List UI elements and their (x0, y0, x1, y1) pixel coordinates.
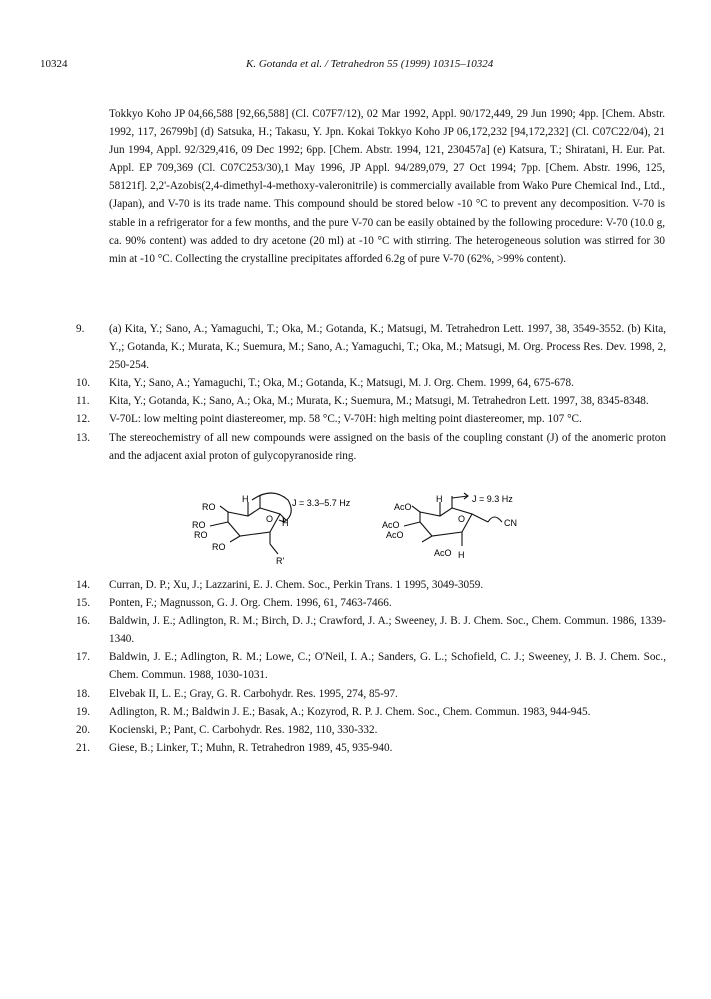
hydrogen-label: H (282, 518, 289, 528)
reference-8-continuation: Tokkyo Koho JP 04,66,588 [92,66,588] (Cl. C07F7/12), 02 Mar 1992, Appl. 90/172,449, 29 Jun 1990; 4pp. [Chem. Abstr. 1992, 117, 26799b] (d) Satsuka, H.; Takasu, Y. Jpn. Kokai Tokkyo Koho JP 06,172,232 [94,172,232] (Cl. C07C22/04), 21 Jun 1994, Appl. 92/329,416, 09 Dec 1992; 6pp. [Chem. Abstr. 1994, 121, 230457a] (e) Katsura, T.; Shiratani, H. Eur. Pat. Appl. EP 709,369 (Cl. C07C253/30),1 May 1996, JP Appl. 94/289,079, 27 Oct 1994; 7pp. [Chem. Abstr. 1996, 125, 58121f]. 2,2'-Azobis(2,4-dimethyl-4-methoxy-valeronitrile) is commercially available from Wako Pure Chemical Ind., Ltd., (Japan), and V-70 is its trade name. This compound should be stored below -10 °C to prevent any decomposition. V-70 is stable in a refrigerator for a few months, and the pure V-70 can be easily obtained by the following procedure: V-70 (10.0 g, ca. 90% content) was added to dry acetone (20 ml) at -10 °C with stirring. The heterogeneous solution was stirred for 30 min at -10 °C. Collecting the crystalline precipitates afforded 6.2g of pure V-70 (62%, >99% content). (109, 108, 665, 265)
reference-item (76, 721, 666, 739)
reference-number: 15. (76, 597, 90, 610)
substituent-label: AcO (382, 520, 400, 530)
reference-number: 12. (76, 413, 90, 426)
reference-text: Elvebak II, L. E.; Gray, G. R. Carbohydr. Res. 1995, 274, 85-97. (109, 687, 398, 700)
reference-number: 11. (76, 395, 90, 408)
substituent-label: RO (194, 530, 208, 540)
coupling-constant-label: J = 3.3–5.7 Hz (292, 498, 351, 508)
reference-text: Baldwin, J. E.; Adlington, R. M.; Lowe, C.; O'Neil, I. A.; Sanders, G. L.; Schofield, C. J.; Sweeney, J. B. J. Chem. Soc., Chem. Commun. 1988, 1030-1031. (109, 651, 666, 682)
ring-oxygen-label: O (266, 514, 274, 524)
reference-number: 18. (76, 687, 90, 700)
reference-item (76, 392, 666, 410)
substituent-label: RO (212, 542, 226, 552)
reference-item (76, 612, 666, 648)
reference-text: Kita, Y.; Sano, A.; Yamaguchi, T.; Oka, M.; Gotanda, K.; Matsugi, M. J. Org. Chem. 1999, 64, 675-678. (109, 377, 574, 390)
reference-text: Giese, B.; Linker, T.; Muhn, R. Tetrahedron 1989, 45, 935-940. (109, 741, 393, 754)
hydrogen-label: H (458, 550, 465, 560)
reference-text: Kocienski, P.; Pant, C. Carbohydr. Res. 1982, 110, 330-332. (109, 723, 378, 736)
reference-item (76, 703, 666, 721)
reference-number: 14. (76, 579, 90, 591)
reference-number: 19. (76, 705, 90, 718)
reference-number: 13. (76, 431, 90, 444)
substituent-label: CN (504, 518, 517, 528)
reference-text: Baldwin, J. E.; Adlington, R. M.; Birch, D. J.; Crawford, J. A.; Sweeney, J. B. J. Chem. Soc., Chem. Commun. 1986, 1339-1340. (109, 615, 666, 646)
beta-glycoside-structure (380, 492, 560, 582)
reference-item (76, 648, 666, 684)
reference-number: 10. (76, 377, 90, 390)
page-number: 10324 (40, 58, 68, 70)
substituent-label: AcO (386, 530, 404, 540)
reference-item (76, 576, 666, 594)
substituent-label: RO (192, 520, 206, 530)
reference-number: 20. (76, 723, 90, 736)
reference-item (76, 374, 666, 392)
reference-number: 9. (76, 323, 85, 335)
reference-item (76, 594, 666, 612)
hydrogen-label: H (242, 494, 249, 504)
reference-item (76, 320, 666, 374)
reference-text: Ponten, F.; Magnusson, G. J. Org. Chem. 1996, 61, 7463-7466. (109, 597, 392, 610)
reference-text: Kita, Y.; Gotanda, K.; Sano, A.; Oka, M.; Murata, K.; Suemura, M.; Matsugi, M. Tetrahedron Lett. 1997, 38, 8345-8348. (109, 395, 649, 408)
reference-number: 16. (76, 615, 90, 628)
substituent-label: AcO (434, 548, 452, 558)
stereochemistry-figure (0, 492, 711, 582)
reference-text: (a) Kita, Y.; Sano, A.; Yamaguchi, T.; Oka, M.; Gotanda, K.; Matsugi, M. Tetrahedron Lett. 1997, 38, 3549-3552. (b) Kita, Y.,; Gotanda, K.; Murata, K.; Suemura, M.; Sano, A.; Yamaguchi, T.; Oka, M.; Matsugi, M. Org. Process Res. Dev. 1998, 2, 250-254. (109, 323, 666, 372)
reference-item (76, 739, 666, 757)
reference-item (76, 410, 666, 428)
reference-item (76, 685, 666, 703)
reference-list-upper (76, 320, 666, 465)
ring-oxygen-label: O (458, 514, 466, 524)
reference-text: The stereochemistry of all new compounds were assigned on the basis of the coupling constant (J) of the anomeric proton and the adjacent axial proton of gulycopyranoside ring. (109, 431, 666, 462)
reference-number: 21. (76, 741, 90, 754)
reference-number: 17. (76, 651, 90, 664)
coupling-constant-label: J = 9.3 Hz (472, 494, 513, 504)
substituent-label: AcO (394, 502, 412, 512)
reference-text: Curran, D. P.; Xu, J.; Lazzarini, E. J. Chem. Soc., Perkin Trans. 1 1995, 3049-3059. (109, 579, 484, 591)
running-title: K. Gotanda et al. / Tetrahedron 55 (1999) 10315–10324 (246, 58, 494, 70)
reference-item (76, 429, 666, 465)
substituent-label: R' (276, 556, 285, 566)
reference-text: V-70L: low melting point diastereomer, mp. 58 °C.; V-70H: high melting point diastereomer, mp. 107 °C. (109, 413, 582, 426)
alpha-glycoside-structure (190, 492, 380, 582)
reference-list-lower (76, 576, 666, 757)
substituent-label: RO (202, 502, 216, 512)
hydrogen-label: H (436, 494, 443, 504)
reference-text: Adlington, R. M.; Baldwin J. E.; Basak, A.; Kozyrod, R. P. J. Chem. Soc., Chem. Commun. 1983, 944-945. (109, 705, 591, 718)
